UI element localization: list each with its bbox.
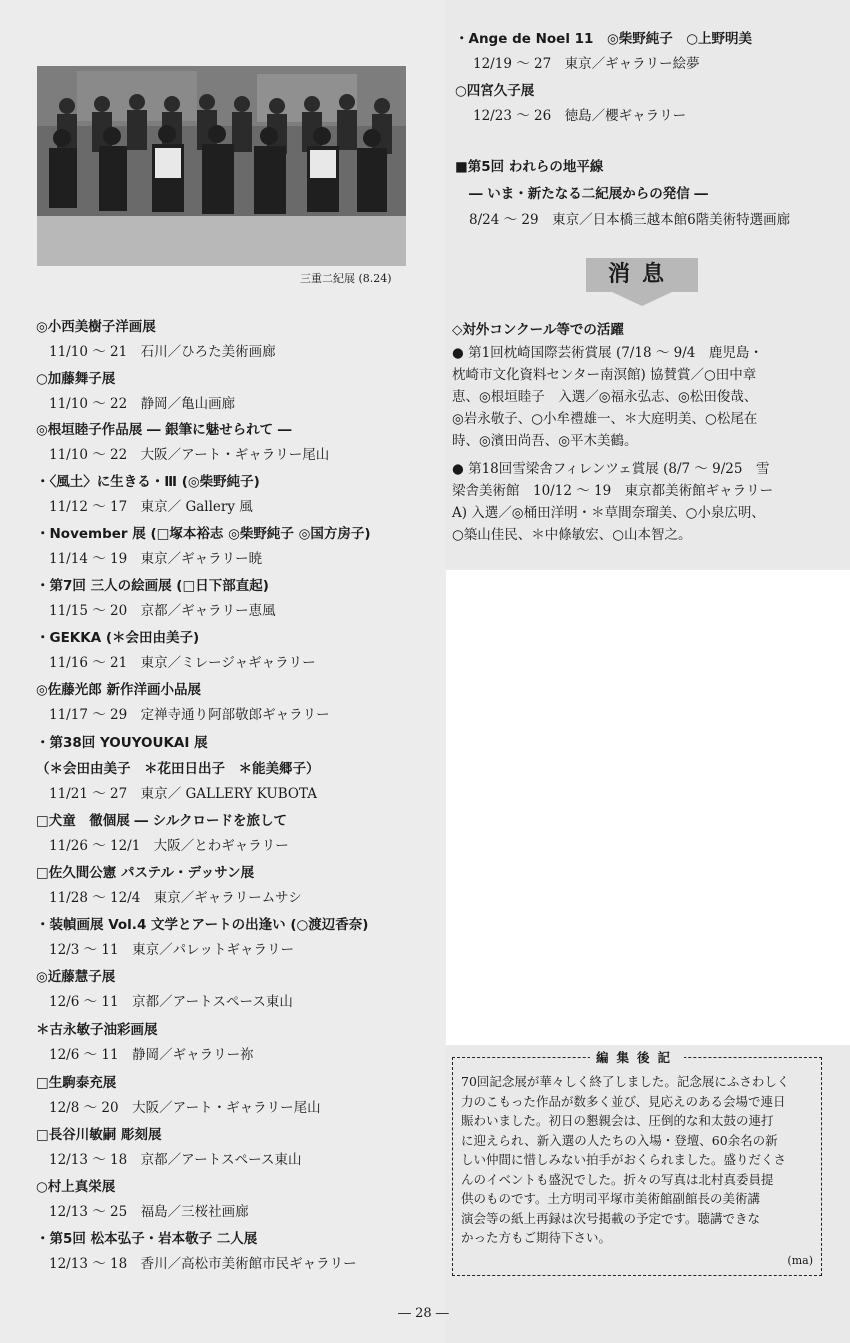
exhibition-detail: 11/10 ～ 22 大阪／アート・ギャラリー尾山: [49, 447, 330, 463]
list-item: [36, 1071, 321, 1116]
list-item: [455, 79, 686, 124]
list-item: [36, 1018, 254, 1063]
editor-note-body: [461, 1072, 813, 1248]
editor-signature: (ma): [787, 1254, 813, 1267]
exhibition-detail: 11/12 ～ 17 東京／ Gallery 風: [49, 499, 253, 515]
exhibition-detail: 12/19 ～ 27 東京／ギャラリー絵夢: [473, 56, 700, 72]
exhibition-detail: 11/21 ～ 27 東京／ GALLERY KUBOTA: [49, 786, 317, 802]
list-item: [36, 367, 235, 412]
note-line: に迎えられ、新入選の人たちの入場・登壇、60余名の新: [461, 1132, 778, 1148]
exhibition-detail: 11/10 ～ 22 静岡／亀山画廊: [49, 396, 236, 412]
blank-area: [446, 570, 850, 1045]
exhibition-title: ＊古永敏子油彩画展: [36, 1022, 158, 1038]
exhibition-title: ・装幀画展 Vol.4 文学とアートの出逢い (○渡辺香奈): [36, 917, 369, 933]
exhibition-detail: 12/13 ～ 18 香川／高松市美術館市民ギャラリー: [49, 1256, 357, 1272]
news-line: 梁舎美術館 10/12 ～ 19 東京都美術館ギャラリー: [452, 483, 774, 499]
exhibition-title: □犬童 徹個展 ― シルクロードを旅して: [36, 813, 288, 829]
exhibition-title: ・〈風土〉に生きる・Ⅲ (◎柴野純子): [36, 474, 260, 490]
list-item: [36, 731, 320, 802]
note-line: 賑わいました。初日の懇親会は、圧倒的な和太鼓の連打: [461, 1113, 774, 1128]
exhibition-detail: 11/26 ～ 12/1 大阪／とわギャラリー: [49, 838, 289, 854]
exhibition-detail: 11/28 ～ 12/4 東京／ギャラリームサシ: [49, 890, 302, 906]
note-line: 演会等の紙上再録は次号掲載の予定です。聴講できな: [461, 1210, 761, 1226]
exhibition-detail: 12/23 ～ 26 徳島／櫻ギャラリー: [473, 108, 687, 124]
news-line: ○築山佳民、＊中條敏宏、○山本智之。: [452, 527, 692, 543]
exhibition-title: ○加藤舞子展: [36, 371, 116, 387]
news-line: 枕崎市文化資料センター南溟館) 協賛賞／○田中章: [452, 367, 757, 383]
exhibition-detail: 11/17 ～ 29 定禅寺通り阿部敬郎ギャラリー: [49, 707, 330, 723]
list-item: [36, 418, 329, 463]
exhibition-title: ◎近藤慧子展: [36, 969, 116, 985]
exhibition-title: □佐久間公憲 パステル・デッサン展: [36, 865, 255, 881]
list-item: [36, 1123, 301, 1168]
list-item: [36, 470, 260, 515]
exhibition-title: □生駒泰充展: [36, 1075, 117, 1091]
exhibition-participants: （＊会田由美子 ＊花田日出子 ＊能美郷子）: [36, 761, 320, 777]
exhibition-detail: 11/10 ～ 21 石川／ひろた美術画廊: [49, 344, 276, 360]
news-line: 恵、◎根垣睦子 入選／◎福永弘志、◎松田俊哉、: [452, 389, 758, 405]
news-item: [452, 342, 763, 452]
note-line: 供のものです。土方明司平塚市美術館副館長の美術講: [461, 1191, 761, 1206]
list-item: [36, 574, 276, 619]
list-item: [36, 861, 302, 906]
exhibition-detail: 12/6 ～ 11 京都／アートスペース東山: [49, 994, 293, 1010]
list-item: [36, 1227, 357, 1272]
note-line: かった方もご期待下さい。: [461, 1230, 612, 1245]
list-item: [36, 965, 293, 1010]
note-line: んのイベントも盛況でした。折々の写真は北村真委員提: [461, 1171, 774, 1187]
exhibition-detail: 11/14 ～ 19 東京／ギャラリー暁: [49, 551, 263, 567]
exhibition-detail: 12/3 ～ 11 東京／パレットギャラリー: [49, 942, 294, 958]
exhibition-title: ○村上真栄展: [36, 1179, 116, 1195]
exhibition-detail: 12/13 ～ 18 京都／アートスペース東山: [49, 1152, 302, 1168]
exhibition-title: ◎小西美樹子洋画展: [36, 319, 156, 335]
news-line: ◎岩永敬子、○小牟禮雄一、＊大庭明美、○松尾在: [452, 411, 758, 427]
news-line: ● 第18回雪梁舎フィレンツェ賞展 (8/7 ～ 9/25 雪: [452, 461, 770, 477]
list-item: [36, 913, 368, 958]
exhibition-title: ・GEKKA (＊会田由美子): [36, 630, 200, 646]
photo-caption: 三重二紀展 (8.24): [300, 272, 392, 285]
banner-arrow: [612, 292, 672, 306]
list-item: [36, 1175, 249, 1220]
news-item: [452, 458, 773, 546]
exhibition-title: ◎根垣睦子作品展 ― 銀筆に魅せられて ―: [36, 422, 292, 438]
exhibition-detail: 8/24 ～ 29 東京／日本橋三越本館6階美術特選画廊: [469, 212, 791, 228]
exhibition-title: ・November 展 (□塚本裕志 ◎柴野純子 ◎国方房子): [36, 526, 371, 542]
exhibition-detail: 11/16 ～ 21 東京／ミレージャギャラリー: [49, 655, 316, 671]
list-item: [455, 27, 752, 72]
news-line: ● 第1回枕崎国際芸術賞展 (7/18 ～ 9/4 鹿児島・: [452, 345, 763, 361]
exhibition-detail: 12/8 ～ 20 大阪／アート・ギャラリー尾山: [49, 1100, 321, 1116]
editor-note-heading: 編集後記: [453, 1048, 821, 1066]
section-title: ◇対外コンクール等での活躍: [452, 322, 624, 338]
exhibition-title: □長谷川敏嗣 彫刻展: [36, 1127, 162, 1143]
list-item: [36, 809, 289, 854]
exhibition-detail: 12/6 ～ 11 静岡／ギャラリー祢: [49, 1047, 254, 1063]
list-item: [36, 626, 316, 671]
exhibition-title: ・第5回 松本弘子・岩本敬子 二人展: [36, 1231, 258, 1247]
exhibition-subtitle: ― いま・新たなる二紀展からの発信 ―: [469, 186, 708, 202]
exhibition-detail: 11/15 ～ 20 京都／ギャラリー恵風: [49, 603, 276, 619]
exhibition-detail: 12/13 ～ 25 福島／三桜社画廊: [49, 1204, 249, 1220]
exhibition-title: ■第5回 われらの地平線: [455, 159, 604, 175]
editor-note-box: [452, 1050, 822, 1276]
exhibition-title: ・Ange de Noel 11 ◎柴野純子 ○上野明美: [455, 31, 752, 47]
news-line: 時、◎濱田尚吾、◎平木美鶴。: [452, 433, 638, 449]
list-item: [36, 315, 276, 360]
group-photo: [37, 66, 406, 266]
news-line: A) 入選／◎桶田洋明・＊草間奈瑠美、○小泉広明、: [452, 505, 765, 521]
list-item: [36, 522, 371, 567]
list-item: [36, 678, 330, 723]
note-line: しい仲間に惜しみない拍手がおくられました。盛りだくさ: [461, 1152, 787, 1167]
news-banner: 消息: [586, 258, 698, 292]
exhibition-title: ◎佐藤光郎 新作洋画小品展: [36, 682, 201, 698]
note-line: 力のこもった作品が数多く並び、見応えのある会場で連日: [461, 1093, 786, 1109]
list-item: [455, 155, 790, 228]
note-line: 70回記念展が華々しく終了しました。記念展にふさわしく: [461, 1074, 790, 1089]
exhibition-title: ○四宮久子展: [455, 83, 535, 99]
exhibition-title: ・第38回 YOUYOUKAI 展: [36, 735, 208, 751]
exhibition-title: ・第7回 三人の絵画展 (□日下部直起): [36, 578, 269, 594]
page-number: ― 28 ―: [398, 1306, 449, 1321]
